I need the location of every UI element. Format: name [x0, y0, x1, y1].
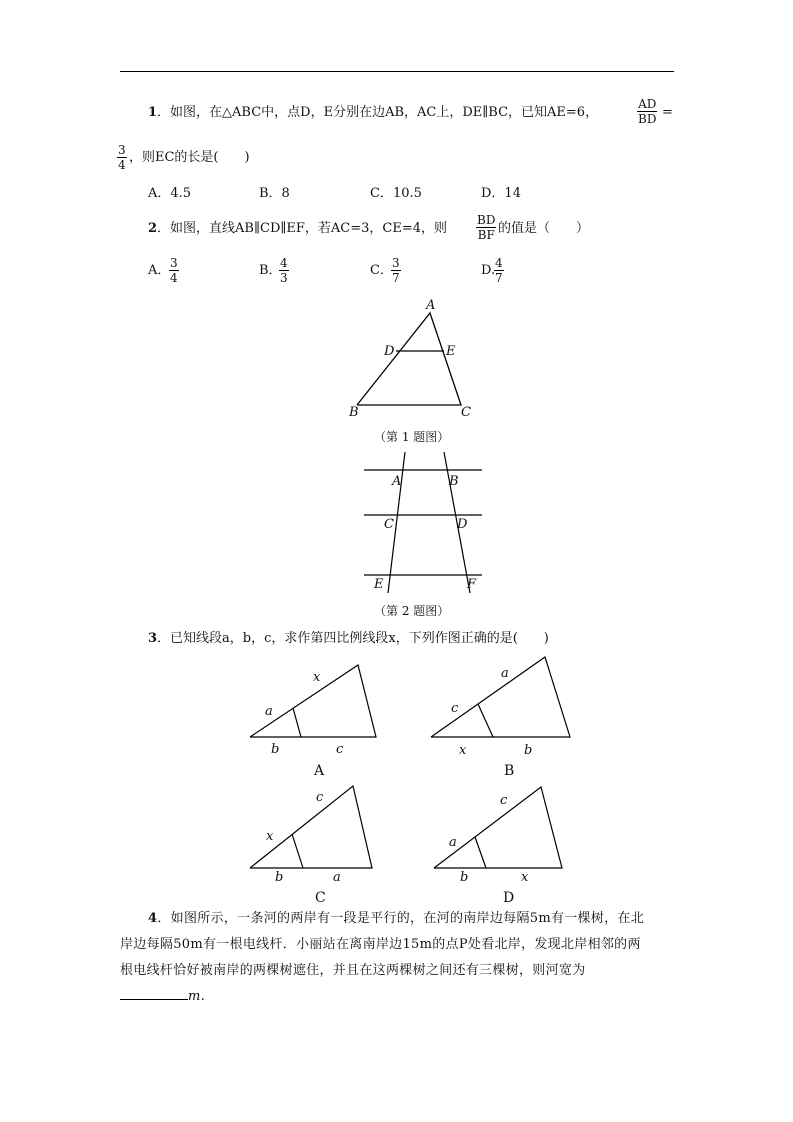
- fig2-label-b: B: [449, 474, 459, 489]
- header-rule: [120, 71, 674, 72]
- q2-stem: ．如图，直线AB∥CD∥EF，若AC=3，CE=4，则: [157, 221, 447, 236]
- q3d-option-label: D: [503, 890, 515, 906]
- q2-b-num: 4: [280, 256, 288, 270]
- q1-frac1-den: BD: [638, 112, 657, 126]
- q4-paragraph: [120, 906, 674, 1010]
- q1-option-d: D．14: [481, 186, 521, 201]
- q3b-label-base1: x: [459, 743, 467, 758]
- q1-fraction-3-4: [117, 143, 127, 172]
- q3d-label-top: c: [500, 793, 508, 808]
- fig2-label-f: F: [467, 577, 477, 592]
- q2-text: [148, 220, 447, 238]
- q4-answer-blank[interactable]: [120, 985, 188, 1000]
- q3c-label-top: c: [316, 790, 324, 805]
- fig2-label-c: C: [384, 517, 394, 532]
- q3c-label-left: x: [266, 829, 274, 844]
- q3b-parallel: [478, 704, 493, 737]
- q3b-label-left: c: [451, 701, 459, 716]
- q2-frac-den: BF: [477, 228, 495, 242]
- q1-equals: =: [662, 105, 673, 120]
- q4-line3: 根电线杆恰好被南岸的两棵树遮住，并且在这两棵树之间还有三棵树，则河宽为: [120, 963, 586, 978]
- fig1-label-c: C: [461, 405, 471, 420]
- q4-number: 4: [148, 911, 158, 926]
- q2-d-num: 4: [495, 256, 503, 270]
- q3-figure-a: [245, 660, 385, 780]
- q3d-triangle: [434, 787, 562, 868]
- fig2-label-d: D: [457, 517, 468, 532]
- q2-c-den: 7: [392, 271, 400, 285]
- q3a-label-top: x: [313, 670, 321, 685]
- fig1-label-d: D: [384, 344, 395, 359]
- q3-figure-b: [426, 655, 576, 780]
- q4-answer-line: [120, 984, 674, 1010]
- q3d-label-base1: b: [460, 870, 469, 885]
- q4-line1: [120, 906, 674, 932]
- q3c-triangle: [250, 786, 372, 868]
- q3d-parallel: [475, 837, 486, 868]
- q3-number: 3: [148, 631, 158, 646]
- q2-number: 2: [148, 221, 158, 236]
- q3a-parallel-1: [293, 708, 301, 737]
- q3-figure-c: [245, 782, 385, 907]
- q2-option-d-frac: [494, 256, 504, 285]
- fig2-parallel-lines: [360, 450, 490, 598]
- q2-option-b-frac: [279, 256, 289, 285]
- q2-option-d-label: D.: [481, 263, 496, 278]
- q2-a-den: 4: [170, 271, 178, 285]
- q3c-parallel: [292, 834, 303, 868]
- fig2-label-e: E: [374, 577, 384, 592]
- q1-number: 1: [148, 105, 158, 120]
- q3a-label-base2: c: [336, 742, 344, 757]
- fig1-label-b: B: [349, 405, 359, 420]
- q1-text: [148, 104, 598, 122]
- q3-text: [148, 630, 549, 648]
- fig1-triangle-abc: [357, 313, 461, 405]
- fig1-label-e: E: [446, 344, 456, 359]
- q4-unit: m.: [188, 989, 206, 1004]
- q2-option-a-frac: [169, 256, 179, 285]
- q2-option-c-label: C．: [370, 263, 393, 278]
- q3c-label-base2: a: [333, 870, 341, 885]
- q3c-option-label: C: [315, 890, 326, 906]
- q3a-label-left: a: [265, 704, 273, 719]
- fig2-caption: （第 2 题图）: [374, 604, 450, 618]
- q3d-label-base2: x: [521, 870, 529, 885]
- fig1-label-a: A: [426, 298, 436, 313]
- q1-frac2-num: 3: [118, 143, 126, 157]
- q1-stem: ．如图，在△ABC中，点D，E分别在边AB，AC上，DE∥BC，已知AE=6，: [157, 105, 599, 120]
- q4-line2: 岸边每隔50m有一根电线杆．小丽站在离南岸边15m的点P处看北岸，发现北岸相邻的两: [120, 937, 641, 952]
- q2-a-num: 3: [170, 256, 178, 270]
- q3b-label-base2: b: [524, 743, 533, 758]
- q1-option-b: B．8: [259, 186, 290, 201]
- q2-b-den: 3: [280, 271, 288, 285]
- q1-option-a: A．4.5: [148, 186, 192, 201]
- q3d-label-left: a: [449, 835, 457, 850]
- q2-tail: 的值是（ ）: [498, 221, 590, 236]
- fig1-triangle: [340, 295, 480, 425]
- q3a-option-label: A: [314, 763, 325, 779]
- q3-stem: ．已知线段a，b，c，求作第四比例线段x，下列作图正确的是( ): [157, 631, 549, 646]
- q3-figure-d: [430, 782, 570, 907]
- q2-frac-num: BD: [477, 213, 496, 227]
- q2-option-c-frac: [391, 256, 401, 285]
- q1-tail: ，则EC的长是( ): [129, 150, 250, 165]
- q3c-label-base1: b: [275, 870, 284, 885]
- fig1-caption: （第 1 题图）: [374, 430, 450, 444]
- q2-option-a-label: A．: [148, 263, 171, 278]
- q1-fraction-ad-bd: [637, 97, 657, 126]
- q3b-option-label: B: [504, 763, 515, 779]
- q2-fraction-bd-bf: [476, 213, 496, 242]
- fig2-label-a: A: [392, 474, 402, 489]
- q3b-label-top: a: [501, 666, 509, 681]
- q2-c-num: 3: [392, 256, 400, 270]
- q2-d-den: 7: [495, 271, 503, 285]
- q4-line1-text: ．如图所示，一条河的两岸有一段是平行的，在河的南岸边每隔5m有一棵树，在北: [157, 911, 645, 926]
- q1-frac2-den: 4: [118, 158, 126, 172]
- q2-option-b-label: B．: [259, 263, 282, 278]
- q1-option-c: C．10.5: [370, 186, 422, 201]
- q3a-label-base1: b: [271, 742, 280, 757]
- q1-frac1-num: AD: [638, 97, 657, 111]
